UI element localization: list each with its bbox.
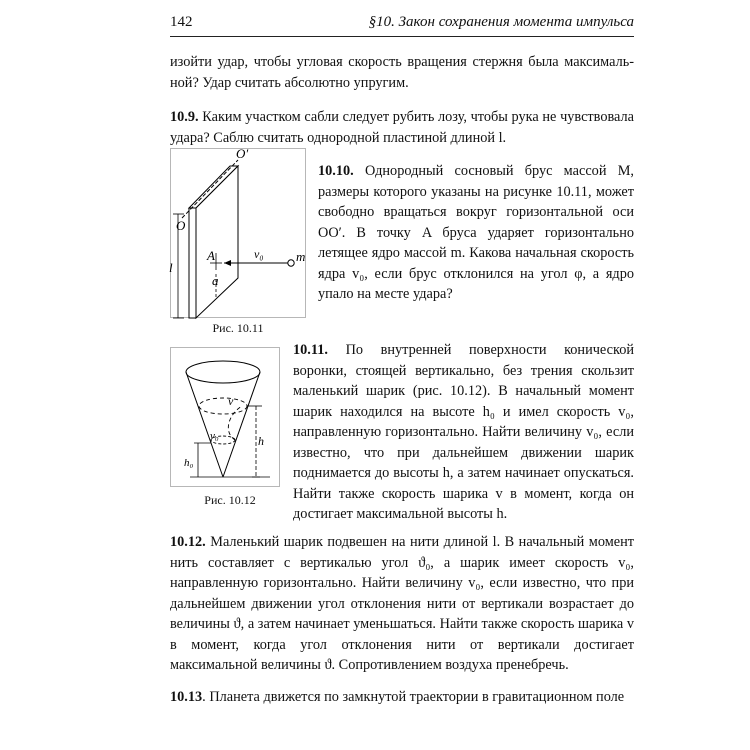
problem-text: Маленький шарик подвешен на нити длиной l. В начальный момент нить составляет с вертикалью угол ϑ₀, а шарик имеет скорость v₀, направленную горизонтально. Найти величину v₀, если известно, что при дальнейшем движении угол отклонения нити от вертикали возрастает до величины ϑ, а затем начинает уменьшаться. Найти также скорость шарика v в момент, когда угол отклонения нити от вертикали достигает максимальной величины ϑ. Сопротивлением воздуха пренебречь.: [170, 534, 635, 673]
label-o: O: [176, 218, 186, 233]
problem-10-11: [293, 340, 634, 525]
figure-caption: Рис. 10.11: [212, 321, 264, 335]
section-title: §10. Закон сохранения момента импульса: [368, 14, 634, 30]
running-header: [170, 14, 634, 37]
problem-10-12: [170, 532, 634, 676]
problem-number: 10.12.: [170, 534, 206, 550]
label-h0: h₀: [184, 457, 194, 469]
label-v0: v₀: [210, 430, 219, 442]
intro-text: изойти удар, чтобы угловая скорость вращения стержня была максималь-ной? Удар считать абсолютно упругим.: [170, 54, 634, 91]
problem-10-9: [170, 107, 634, 148]
problem-number: 10.11.: [293, 342, 328, 358]
problem-text: Каким участком сабли следует рубить лозу, чтобы рука не чувствовала удара? Саблю считать однородной пластиной длиной l.: [170, 109, 634, 146]
problem-text: . Планета движется по замкнутой траектории в гравитационном поле: [202, 689, 625, 705]
label-o-prime: O′: [236, 146, 249, 161]
label-a-dim: a: [212, 273, 219, 288]
problem-10-13: [170, 687, 634, 708]
problem-number: 10.13: [170, 689, 203, 705]
problem-10-10: [318, 161, 634, 305]
label-m: m: [296, 249, 306, 264]
label-l: l: [169, 260, 173, 275]
figure-caption: Рис. 10.12: [204, 493, 256, 507]
label-h: h: [258, 434, 264, 448]
problem-number: 10.9.: [170, 109, 199, 125]
label-a-point: A: [207, 248, 215, 263]
intro-paragraph: [170, 52, 634, 93]
problem-text: По внутренней поверхности конической воронки, стоящей вертикально, без трения скользит маленький шарик (рис. 10.12). В начальный момент шарик находился на высоте h₀ и имел скорость v₀, направленную горизонтально. Найти величину v₀, если известно, что при дальнейшем движении шарик поднимается до высоты h, а затем начинает опускаться. Найти также скорость шарика v в момент, когда он достигает максимальной высоты h.: [293, 342, 634, 522]
problem-text: Однородный сосновый брус массой M, размеры которого указаны на рисунке 10.11, может свободно вращаться вокруг горизонтальной оси OO′. В точку A бруса ударяет горизонтально летящее ядро массой m. Какова начальная скорость ядра v₀, если брус отклонился на угол φ, а ядро упало на месте удара?: [318, 163, 634, 302]
page-number: 142: [170, 14, 193, 30]
cone-diagram: [170, 347, 280, 487]
label-v0: v₀: [254, 247, 264, 261]
problem-number: 10.10.: [318, 163, 354, 179]
label-v: v: [228, 394, 234, 408]
beam-diagram: [170, 148, 306, 318]
